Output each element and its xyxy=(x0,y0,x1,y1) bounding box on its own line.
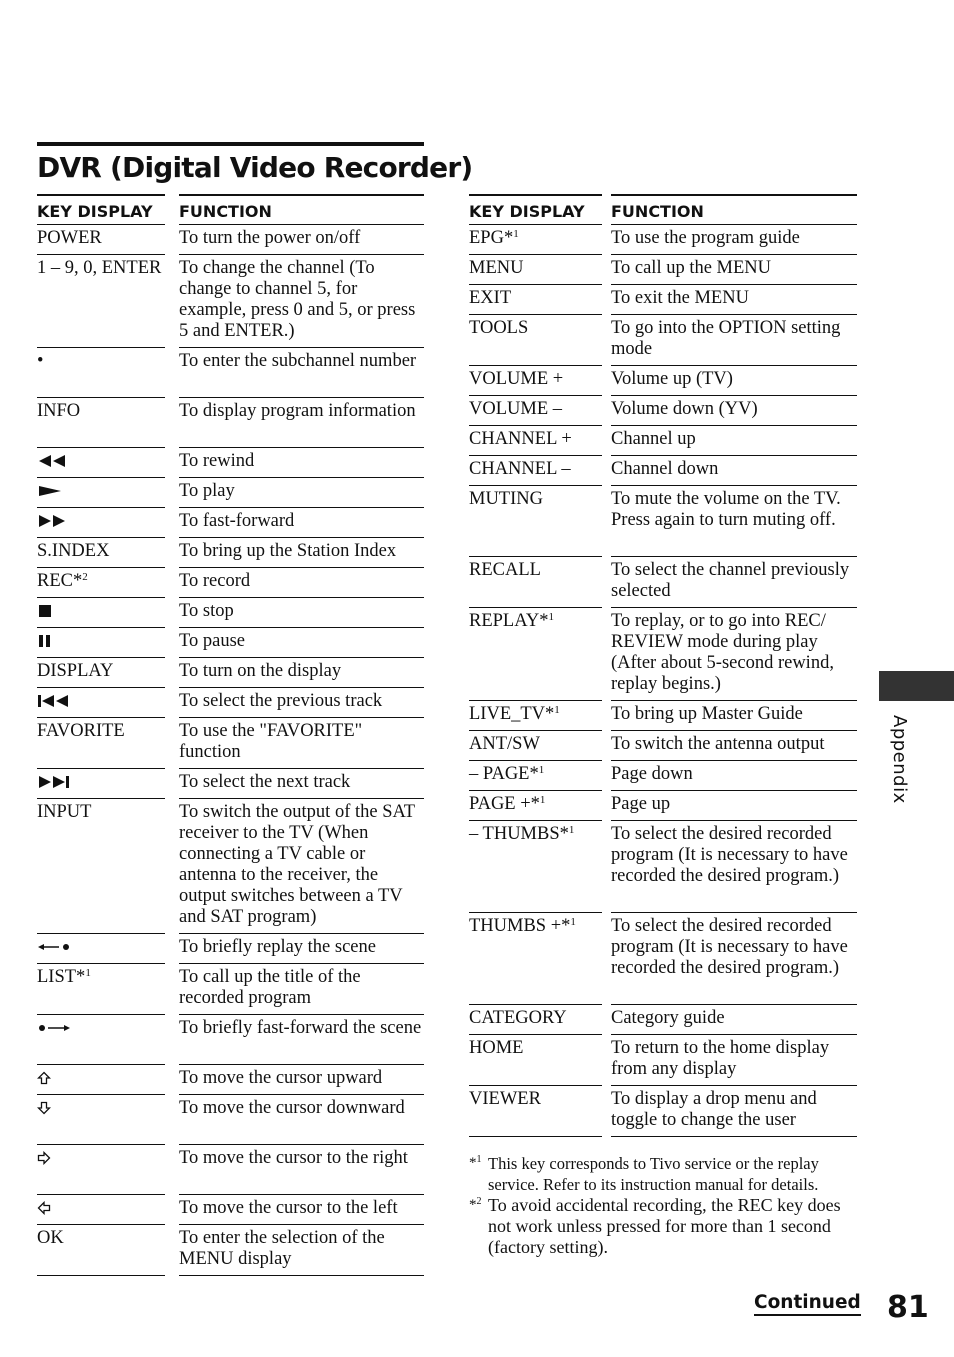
table-row xyxy=(37,658,424,688)
function-cell: To display program information xyxy=(179,398,424,448)
key-display-cell xyxy=(469,486,602,557)
table-row xyxy=(469,426,857,456)
function-cell: To briefly fast-forward the scene xyxy=(179,1015,424,1065)
table-row xyxy=(469,608,857,701)
key-label: – THUMBS* xyxy=(469,824,569,844)
table-row xyxy=(37,1225,424,1276)
key-label: INPUT xyxy=(37,802,92,822)
play-icon xyxy=(37,484,165,498)
key-label: OK xyxy=(37,1228,64,1248)
function-cell: Channel up xyxy=(611,426,857,456)
table-header xyxy=(469,194,857,225)
footnote-1 xyxy=(469,1153,861,1195)
function-cell: To select the desired recorded program (It is necessary to have recorded the desired program.) xyxy=(611,821,857,913)
table-row xyxy=(37,538,424,568)
table-row xyxy=(469,396,857,426)
key-label: S.INDEX xyxy=(37,541,110,561)
header-function: FUNCTION xyxy=(611,194,857,225)
footnote-ref: 1 xyxy=(548,611,555,623)
key-display-cell xyxy=(469,761,602,791)
key-label: FAVORITE xyxy=(37,721,125,741)
key-display-cell xyxy=(37,1095,165,1145)
table-row xyxy=(37,348,424,398)
footnote-asterisk: * xyxy=(469,1155,477,1171)
key-label: EPG* xyxy=(469,228,514,248)
table-row xyxy=(37,688,424,718)
table-row xyxy=(37,769,424,799)
arrow-up-icon xyxy=(37,1071,165,1085)
key-display-cell xyxy=(37,1015,165,1065)
function-cell: To switch the antenna output xyxy=(611,731,857,761)
arrow-down-icon xyxy=(37,1101,165,1115)
table-row xyxy=(469,456,857,486)
function-cell: To move the cursor to the left xyxy=(179,1195,424,1225)
function-cell: Page up xyxy=(611,791,857,821)
pause-icon xyxy=(37,634,165,648)
function-cell: To stop xyxy=(179,598,424,628)
page-number: 81 xyxy=(887,1290,929,1325)
function-cell: To go into the OPTION setting mode xyxy=(611,315,857,366)
instant-replay-icon xyxy=(37,940,165,954)
table-row xyxy=(469,366,857,396)
previous-track-icon xyxy=(37,694,165,708)
key-display-cell xyxy=(469,1005,602,1035)
function-cell: To exit the MENU xyxy=(611,285,857,315)
function-cell: To use the program guide xyxy=(611,225,857,255)
footnote-2 xyxy=(469,1195,861,1258)
key-display-cell xyxy=(37,508,165,538)
key-display-cell xyxy=(469,913,602,1005)
footnote-number: 2 xyxy=(476,1196,482,1207)
key-label: MENU xyxy=(469,258,524,278)
key-label: DISPLAY xyxy=(37,661,114,681)
table-row xyxy=(37,1015,424,1065)
function-cell: To bring up Master Guide xyxy=(611,701,857,731)
advance-icon xyxy=(37,1021,165,1035)
header-key-display: KEY DISPLAY xyxy=(37,194,165,225)
function-cell: To play xyxy=(179,478,424,508)
key-label: 1 – 9, 0, ENTER xyxy=(37,258,162,278)
function-cell: To pause xyxy=(179,628,424,658)
table-row xyxy=(469,761,857,791)
function-cell: Channel down xyxy=(611,456,857,486)
key-display-cell xyxy=(37,1225,165,1276)
key-display-cell xyxy=(37,225,165,255)
footnote-ref: 2 xyxy=(82,571,88,583)
function-cell: To switch the output of the SAT receiver to the TV (When connecting a TV cable or antenna to the receiver, the output switches between a TV and SAT program) xyxy=(179,799,424,934)
key-display-cell xyxy=(469,426,602,456)
key-display-cell xyxy=(469,225,602,255)
key-label: POWER xyxy=(37,228,102,248)
stop-icon xyxy=(37,604,165,618)
key-display-cell xyxy=(37,658,165,688)
key-label: HOME xyxy=(469,1038,524,1058)
table-row xyxy=(37,718,424,769)
table-row xyxy=(37,598,424,628)
function-cell: To turn on the display xyxy=(179,658,424,688)
function-cell: Volume up (TV) xyxy=(611,366,857,396)
table-row xyxy=(37,1065,424,1095)
footnote-asterisk: * xyxy=(469,1197,477,1213)
key-display-cell xyxy=(37,799,165,934)
function-cell: To mute the volume on the TV. Press again to turn muting off. xyxy=(611,486,857,557)
table-row xyxy=(37,508,424,538)
table-row xyxy=(37,568,424,598)
function-cell: To call up the title of the recorded program xyxy=(179,964,424,1015)
key-display-cell xyxy=(469,791,602,821)
function-cell: To display a drop menu and toggle to change the user xyxy=(611,1086,857,1137)
table-row xyxy=(37,478,424,508)
key-table-left xyxy=(37,194,424,1276)
footnotes xyxy=(469,1153,861,1258)
key-display-cell xyxy=(37,628,165,658)
function-cell: To change the channel (To change to channel 5, for example, press 0 and 5, or press 5 and ENTER.) xyxy=(179,255,424,348)
key-display-cell xyxy=(469,315,602,366)
function-cell: Category guide xyxy=(611,1005,857,1035)
key-label: CATEGORY xyxy=(469,1008,567,1028)
table-row xyxy=(469,285,857,315)
table-row xyxy=(469,225,857,255)
key-label: EXIT xyxy=(469,288,512,308)
key-label: RECALL xyxy=(469,560,541,580)
footnote-mark xyxy=(469,1195,482,1216)
table-row xyxy=(469,1035,857,1086)
key-label: • xyxy=(37,351,44,371)
table-row xyxy=(469,731,857,761)
next-track-icon xyxy=(37,775,165,789)
continued-label: Continued xyxy=(754,1292,861,1316)
key-label: THUMBS +* xyxy=(469,916,571,936)
function-cell: To record xyxy=(179,568,424,598)
key-display-cell xyxy=(37,1195,165,1225)
header-key-display: KEY DISPLAY xyxy=(469,194,602,225)
table-row xyxy=(37,398,424,448)
function-cell: To call up the MENU xyxy=(611,255,857,285)
key-display-cell xyxy=(37,478,165,508)
key-label: MUTING xyxy=(469,489,543,509)
appendix-tab-marker xyxy=(879,671,954,701)
key-display-cell xyxy=(37,568,165,598)
key-label: REPLAY* xyxy=(469,611,549,631)
function-cell: To enter the selection of the MENU display xyxy=(179,1225,424,1276)
key-display-cell xyxy=(37,934,165,964)
key-display-cell xyxy=(37,1065,165,1095)
function-cell: To briefly replay the scene xyxy=(179,934,424,964)
key-label: VOLUME – xyxy=(469,399,563,419)
footnote-ref: 1 xyxy=(539,794,546,806)
key-display-cell xyxy=(37,255,165,348)
key-display-cell xyxy=(469,285,602,315)
table-row xyxy=(469,315,857,366)
key-display-cell xyxy=(37,448,165,478)
key-label: CHANNEL – xyxy=(469,459,571,479)
table-row xyxy=(37,934,424,964)
footnote-number: 1 xyxy=(476,1154,482,1165)
table-row xyxy=(37,628,424,658)
function-cell: To move the cursor downward xyxy=(179,1095,424,1145)
key-display-cell xyxy=(37,964,165,1015)
function-cell: Page down xyxy=(611,761,857,791)
key-display-cell xyxy=(37,769,165,799)
key-label: VIEWER xyxy=(469,1089,541,1109)
table-row xyxy=(469,486,857,557)
key-label: INFO xyxy=(37,401,81,421)
table-row xyxy=(469,913,857,1005)
function-cell: To select the desired recorded program (It is necessary to have recorded the desired program.) xyxy=(611,913,857,1005)
footnote-mark xyxy=(469,1153,482,1174)
key-display-cell xyxy=(469,557,602,608)
table-row xyxy=(37,1145,424,1195)
key-display-cell xyxy=(469,1035,602,1086)
footnote-text: This key corresponds to Tivo service or the replay service. Refer to its instruction manual for details. xyxy=(488,1154,819,1194)
footnote-text: To avoid accidental recording, the REC key does not work unless pressed for more than 1 second (factory setting). xyxy=(488,1195,841,1257)
function-cell: To move the cursor to the right xyxy=(179,1145,424,1195)
arrow-right-icon xyxy=(37,1151,165,1165)
table-row xyxy=(37,255,424,348)
table-row xyxy=(37,225,424,255)
key-table-right xyxy=(469,194,857,1137)
key-display-cell xyxy=(469,1086,602,1137)
key-display-cell xyxy=(469,255,602,285)
key-display-cell xyxy=(37,598,165,628)
table-row xyxy=(469,791,857,821)
appendix-tab-label: Appendix xyxy=(889,715,910,804)
table-row xyxy=(469,1005,857,1035)
rewind-icon xyxy=(37,454,165,468)
table-row xyxy=(37,1095,424,1145)
key-label: CHANNEL + xyxy=(469,429,572,449)
key-display-cell xyxy=(469,731,602,761)
key-display-cell xyxy=(469,366,602,396)
function-cell: Volume down (YV) xyxy=(611,396,857,426)
header-function: FUNCTION xyxy=(179,194,424,225)
page-title: DVR (Digital Video Recorder) xyxy=(37,151,473,184)
fast-forward-icon xyxy=(37,514,165,528)
key-display-cell xyxy=(469,396,602,426)
function-cell: To turn the power on/off xyxy=(179,225,424,255)
key-label: PAGE +* xyxy=(469,794,540,814)
function-cell: To replay, or to go into REC/ REVIEW mode during play (After about 5-second rewind, replay begins.) xyxy=(611,608,857,701)
footnote-ref: 1 xyxy=(513,228,519,240)
function-cell: To return to the home display from any display xyxy=(611,1035,857,1086)
arrow-left-icon xyxy=(37,1201,165,1215)
function-cell: To select the previous track xyxy=(179,688,424,718)
key-display-cell xyxy=(37,688,165,718)
function-cell: To rewind xyxy=(179,448,424,478)
key-label: ANT/SW xyxy=(469,734,540,754)
key-label: VOLUME + xyxy=(469,369,564,389)
footnote-ref: 1 xyxy=(554,704,560,716)
key-display-cell xyxy=(37,348,165,398)
function-cell: To fast-forward xyxy=(179,508,424,538)
key-label: LIVE_TV* xyxy=(469,704,555,724)
key-display-cell xyxy=(469,821,602,913)
key-display-cell xyxy=(37,538,165,568)
table-row xyxy=(469,557,857,608)
table-row xyxy=(37,448,424,478)
key-label: LIST* xyxy=(37,967,86,987)
table-row xyxy=(37,964,424,1015)
table-row xyxy=(469,821,857,913)
footnote-ref: 1 xyxy=(570,916,576,928)
key-display-cell xyxy=(469,456,602,486)
key-label: – PAGE* xyxy=(469,764,539,784)
key-display-cell xyxy=(37,718,165,769)
footnote-ref: 1 xyxy=(538,764,545,776)
title-rule xyxy=(37,142,424,146)
key-display-cell xyxy=(37,1145,165,1195)
function-cell: To bring up the Station Index xyxy=(179,538,424,568)
table-row xyxy=(469,1086,857,1137)
table-row xyxy=(469,701,857,731)
key-display-cell xyxy=(37,398,165,448)
table-row xyxy=(469,255,857,285)
key-label: TOOLS xyxy=(469,318,529,338)
function-cell: To move the cursor upward xyxy=(179,1065,424,1095)
function-cell: To select the channel previously selected xyxy=(611,557,857,608)
footnote-ref: 1 xyxy=(85,967,91,979)
key-label: REC* xyxy=(37,571,83,591)
table-row xyxy=(37,799,424,934)
key-display-cell xyxy=(469,701,602,731)
table-header xyxy=(37,194,424,225)
key-display-cell xyxy=(469,608,602,701)
footnote-ref: 1 xyxy=(568,824,575,836)
function-cell: To enter the subchannel number xyxy=(179,348,424,398)
table-row xyxy=(37,1195,424,1225)
function-cell: To select the next track xyxy=(179,769,424,799)
function-cell: To use the "FAVORITE" function xyxy=(179,718,424,769)
